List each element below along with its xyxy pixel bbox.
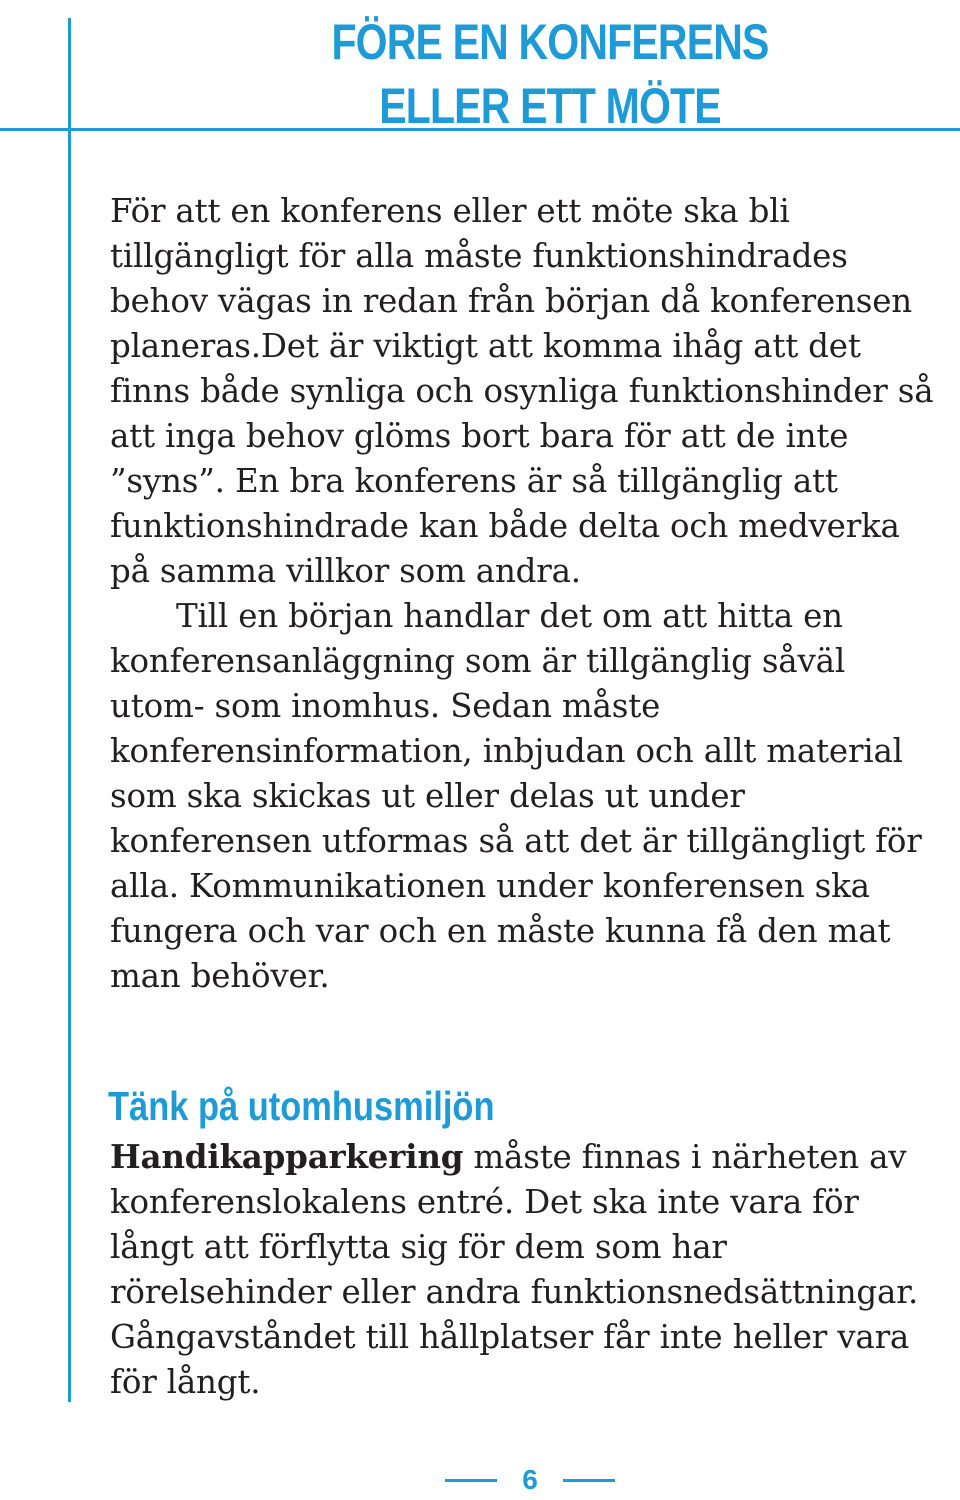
footer-dash-left xyxy=(445,1479,497,1482)
intro-text xyxy=(110,189,946,999)
footer-dash-right xyxy=(563,1479,615,1482)
section-lead-term: Handikapparkering xyxy=(110,1137,464,1176)
left-margin-rule xyxy=(68,18,71,1402)
section-body xyxy=(110,1134,946,1405)
section-heading: Tänk på utomhusmiljön xyxy=(108,1083,495,1129)
section-paragraph-text: måste finnas i närheten av konferenslokalens entré. Det ska inte vara för långt att förflytta sig för dem som har rörelsehinder eller andra funktionsnedsättningar. Gångavståndet till hållplatser får inte heller vara för långt. xyxy=(110,1138,919,1401)
page-number: 6 xyxy=(522,1464,538,1495)
page-title-line-2: ELLER ETT MÖTE xyxy=(379,78,721,134)
intro-paragraph-2: Till en början handlar det om att hitta en konferensanläggning som är tillgänglig såväl utom- som inomhus. Sedan måste konferensinformation, inbjudan och allt material som ska skickas ut eller delas ut under konferensen utformas så att det är tillgängligt för alla. Kommunikationen under konferensen ska fungera och var och en måste kunna få den mat man behöver. xyxy=(110,597,922,995)
intro-paragraph-1: För att en konferens eller ett möte ska bli tillgängligt för alla måste funktionshindrades behov vägas in redan från början då konferensen planeras.Det är viktigt att komma ihåg att det finns både synliga och osynliga funktionshinder så att inga behov glöms bort bara för att de inte ”syns”. En bra konferens är så tillgänglig att funktionshindrade kan både delta och medverka på samma villkor som andra. xyxy=(110,192,934,590)
page-title-line-1: FÖRE EN KONFERENS xyxy=(331,14,769,70)
page-footer xyxy=(0,1462,960,1498)
page-title xyxy=(263,10,837,138)
section-paragraph xyxy=(110,1134,946,1405)
